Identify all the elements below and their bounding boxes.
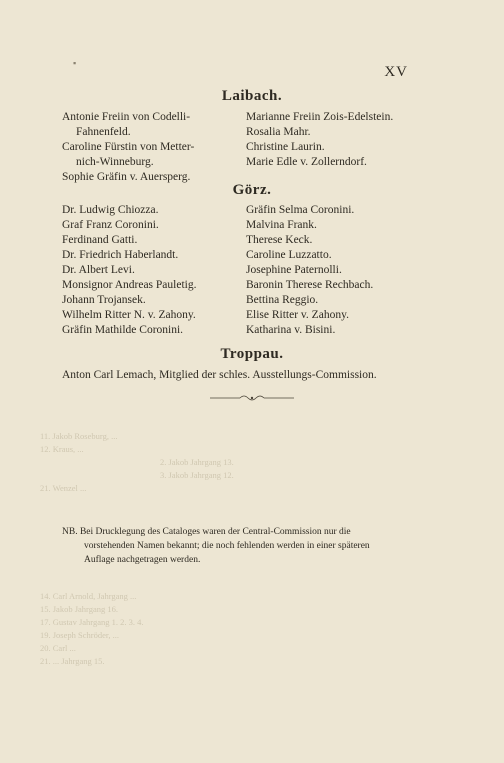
name-entry: Katharina v. Bisini. [246,324,336,336]
name-entry: Antonie Freiin von Codelli- [62,111,191,123]
name-entry: Caroline Luzzatto. [246,249,332,261]
name-entry: Gräfin Mathilde Coronini. [62,324,184,336]
name-entry: Marianne Freiin Zois-Edelstein. [246,111,394,123]
name-entry: Bettina Reggio. [246,294,319,306]
name-entry: Christine Laurin. [246,141,325,153]
name-entry: Gräfin Selma Coronini. [246,204,355,216]
page-number: XV [384,64,408,80]
name-entry: Baronin Therese Rechbach. [246,279,374,291]
name-entry-continued: Fahnenfeld. [76,126,131,138]
footnote [62,525,442,567]
footnote-line: Auflage nachgetragen werden. [84,555,201,565]
show-through-text: 11. Jakob Roseburg, ... 12. Kraus, ... 2. Jakob Jahrgang 13. 3. Jakob Jahrgang 12. 21. Wenzel ... [40,431,234,493]
heading-goerz: Görz. [232,182,272,198]
laibach-right-column [246,110,393,170]
name-entry: Monsignor Andreas Pauletig. [62,279,197,291]
name-entry: Graf Franz Coronini. [62,219,159,231]
name-entry: Marie Edle v. Zollerndorf. [246,156,367,168]
name-entry: Ferdinand Gatti. [62,234,138,246]
footnote-line: vorstehenden Namen bekannt; die noch fehlenden werden in einer späteren [84,541,370,551]
footnote-line: NB. Bei Drucklegung des Cataloges waren der Central-Commission nur die [62,527,351,537]
name-entry: Wilhelm Ritter N. v. Zahony. [62,309,196,321]
name-entry: Dr. Friedrich Haberlandt. [62,249,179,261]
troppau-entry: Anton Carl Lemach, Mitglied der schles. Ausstellungs-Commission. [62,369,377,381]
name-entry: Rosalia Mahr. [246,126,311,138]
name-entry: Dr. Albert Levi. [62,264,135,276]
name-entry: Therese Keck. [246,234,313,246]
name-entry: Johann Trojansek. [62,294,146,306]
name-entry: Sophie Gräfin v. Auersperg. [62,171,191,183]
heading-laibach: Laibach. [221,88,283,104]
name-entry: Dr. Ludwig Chiozza. [62,204,159,216]
name-entry-continued: nich-Winneburg. [76,156,154,168]
name-entry: Caroline Fürstin von Metter- [62,141,195,153]
show-through-text: 14. Carl Arnold, Jahrgang ... 15. Jakob Jahrgang 16. 17. Gustav Jahrgang 1. 2. 3. 4. 19. Joseph Schröder, ... 20. Carl ... 21. ... Jahrgang 15. [40,591,144,666]
goerz-right-column [246,203,373,338]
name-entry: Josephine Paternolli. [246,264,342,276]
margin-mark: ▪ [73,58,77,68]
laibach-left-column [62,110,194,185]
name-entry: Elise Ritter v. Zahony. [246,309,349,321]
name-entry: Malvina Frank. [246,219,317,231]
goerz-left-column [62,203,196,338]
heading-troppau: Troppau. [220,346,284,362]
ornamental-divider [210,394,294,402]
